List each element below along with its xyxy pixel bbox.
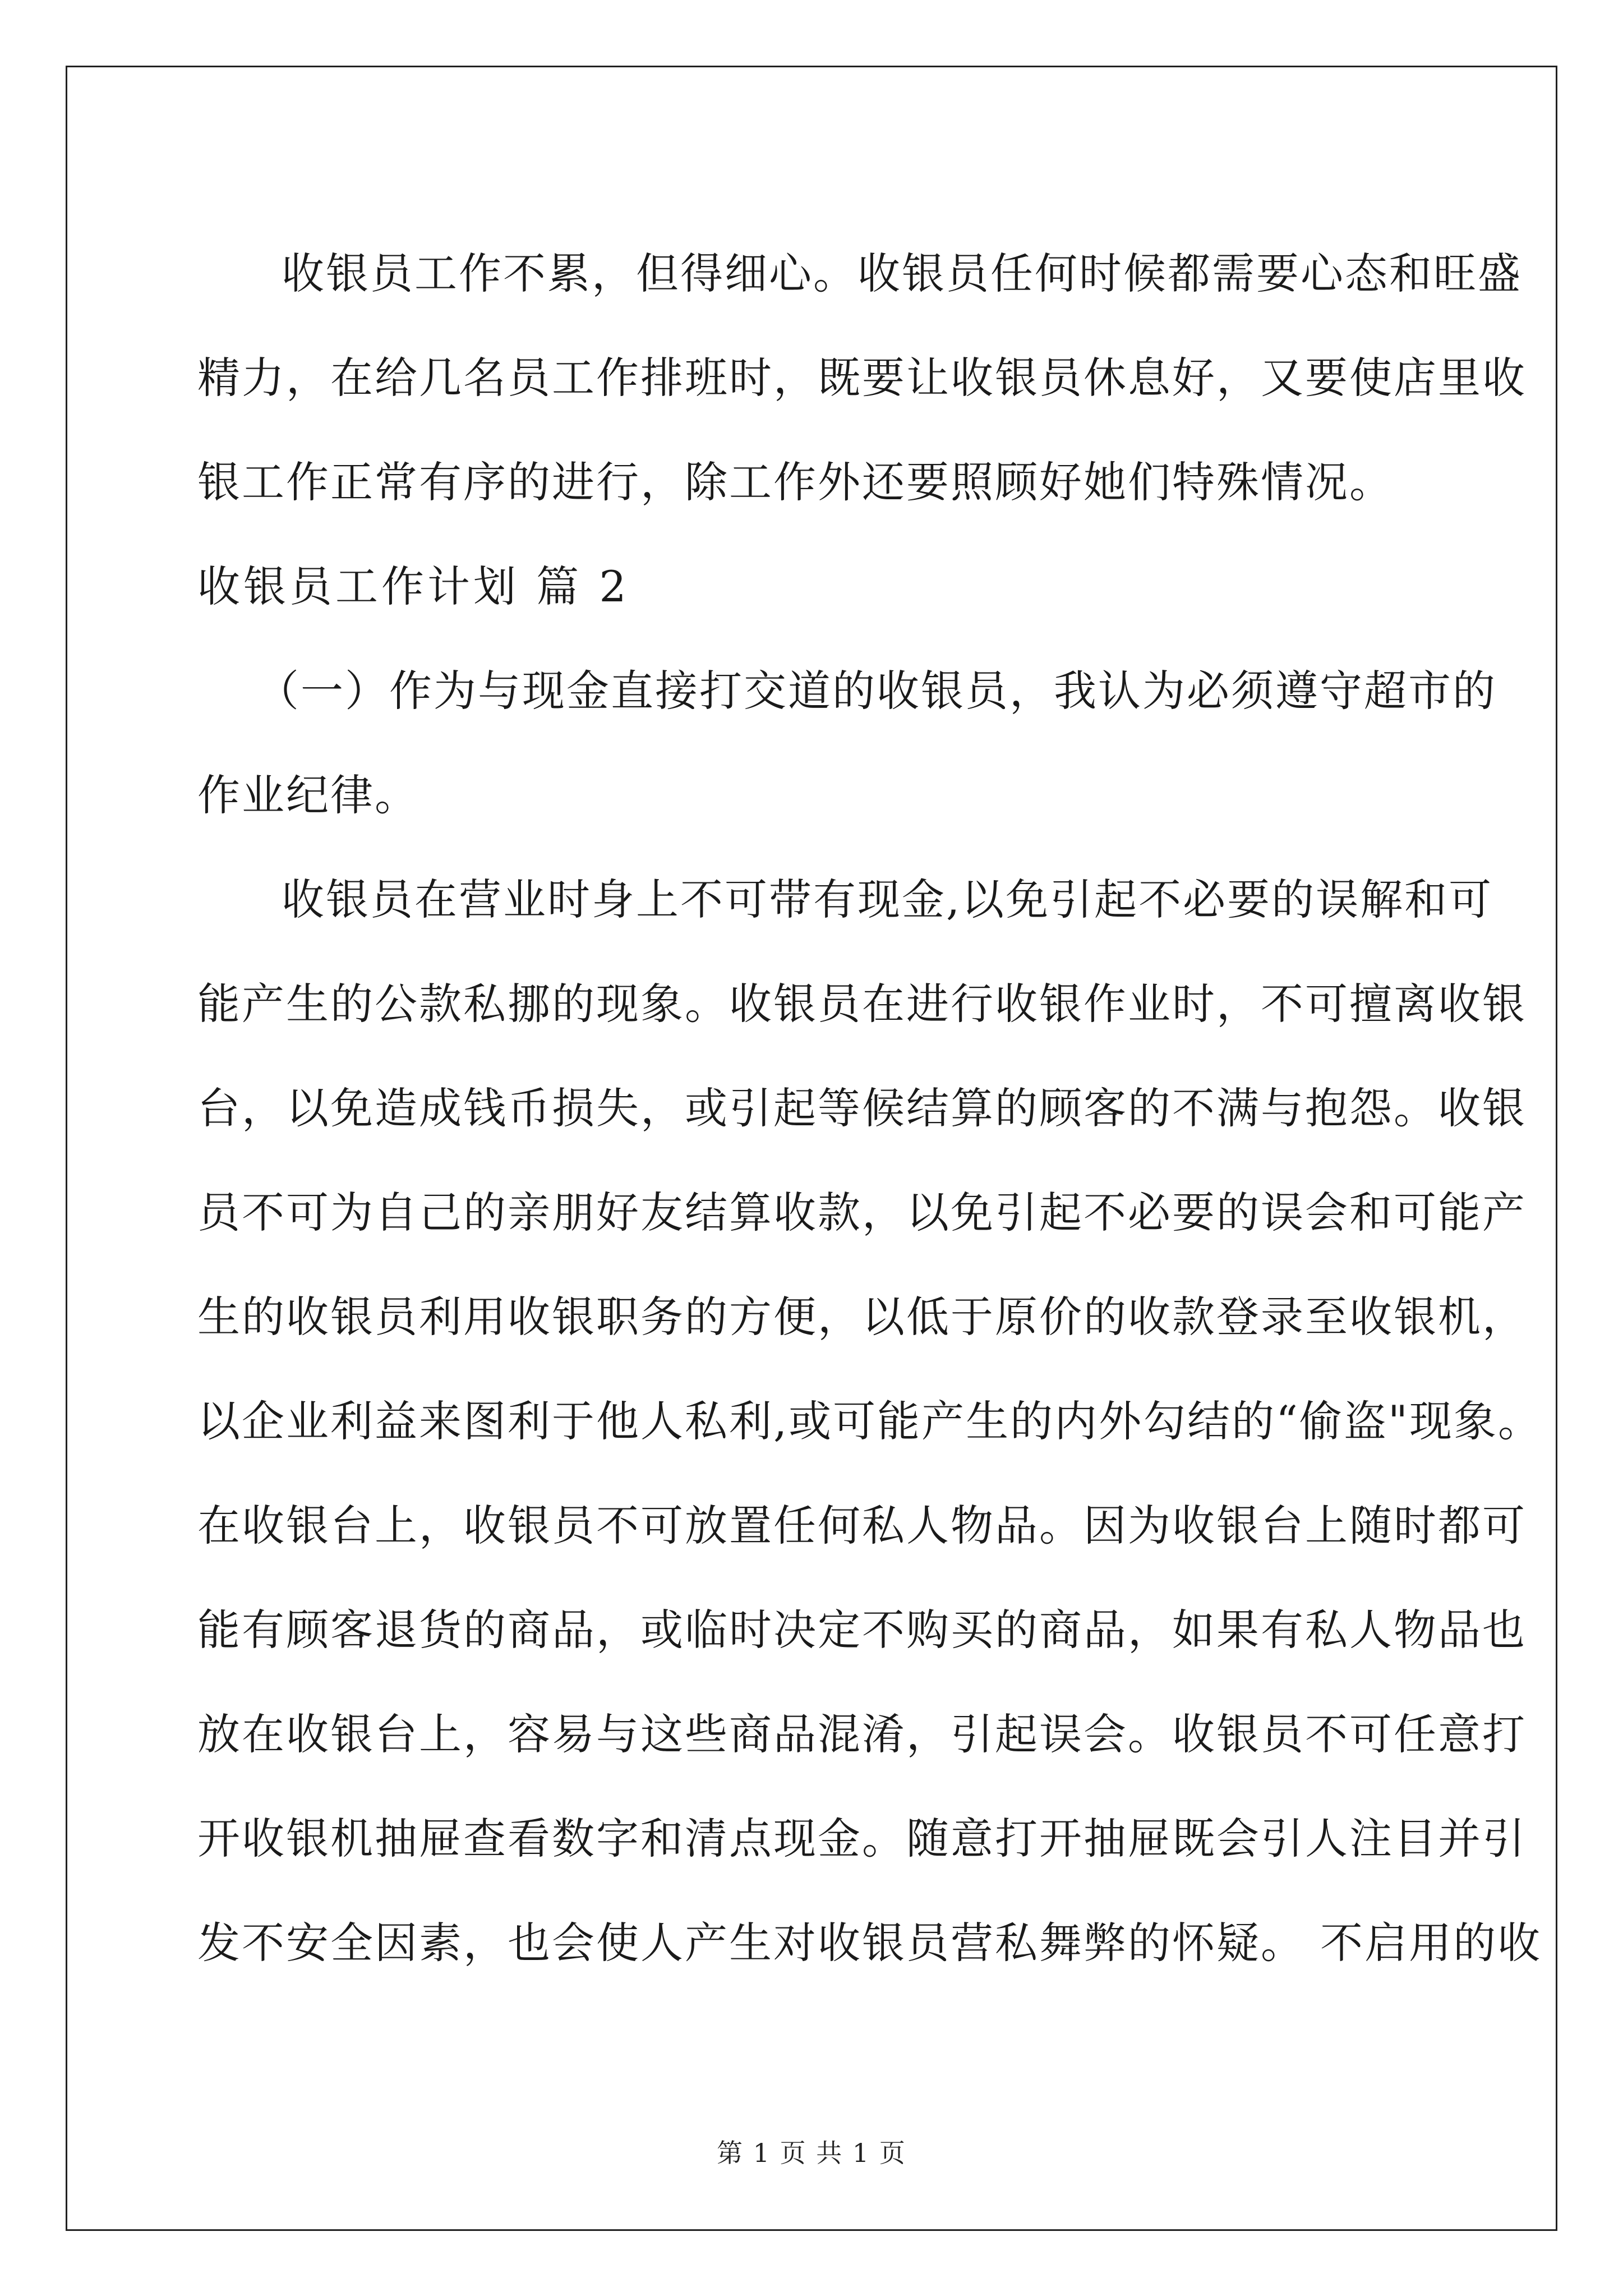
paragraph-line: 员不可为自己的亲朋好友结算收款，以免引起不必要的误会和可能产: [197, 1188, 1527, 1237]
paragraph-line: 放在收银台上，容易与这些商品混淆，引起误会。收银员不可任意打: [197, 1709, 1527, 1759]
section-heading: 收银员工作计划 篇 2: [197, 562, 630, 611]
page-number: 第 1 页 共 1 页: [717, 2138, 906, 2168]
paragraph-line: 银工作正常有序的进行，除工作外还要照顾好她们特殊情况。: [197, 457, 1394, 507]
document-body: [197, 222, 1542, 1995]
paragraph-line: 能有顾客退货的商品，或临时决定不购买的商品，如果有私人物品也: [197, 1605, 1527, 1655]
paragraph-line: 生的收银员利用收银职务的方便，以低于原价的收款登录至收银机，: [197, 1292, 1527, 1342]
paragraph-line: 能产生的公款私挪的现象。收银员在进行收银作业时，不可擅离收银: [197, 979, 1527, 1029]
paragraph-line: 台，以免造成钱币损失，或引起等候结算的顾客的不满与抱怨。收银: [197, 1083, 1527, 1133]
paragraph-line: 发不安全因素，也会使人产生对收银员营私舞弊的怀疑。 不启用的收: [197, 1918, 1542, 1968]
paragraph-line: 在收银台上，收银员不可放置任何私人物品。因为收银台上随时都可: [197, 1501, 1527, 1550]
paragraph-line: （一）作为与现金直接打交道的收银员，我认为必须遵守超市的: [256, 666, 1497, 716]
paragraph-line: 开收银机抽屉查看数字和清点现金。随意打开抽屉既会引人注目并引: [197, 1814, 1527, 1864]
paragraph-line: 收银员工作不累，但得细心。收银员任何时候都需要心态和旺盛: [282, 249, 1522, 298]
page-footer: [0, 2133, 1623, 2170]
paragraph-line: 以企业利益来图利于他人私利,或可能产生的内外勾结的“偷盗"现象。: [197, 1396, 1542, 1446]
paragraph-line: 收银员在营业时身上不可带有现金,以免引起不必要的误解和可: [282, 875, 1493, 924]
paragraph-line: 作业纪律。: [197, 770, 419, 820]
paragraph-line: 精力，在给几名员工作排班时，既要让收银员休息好，又要使店里收: [197, 353, 1527, 403]
